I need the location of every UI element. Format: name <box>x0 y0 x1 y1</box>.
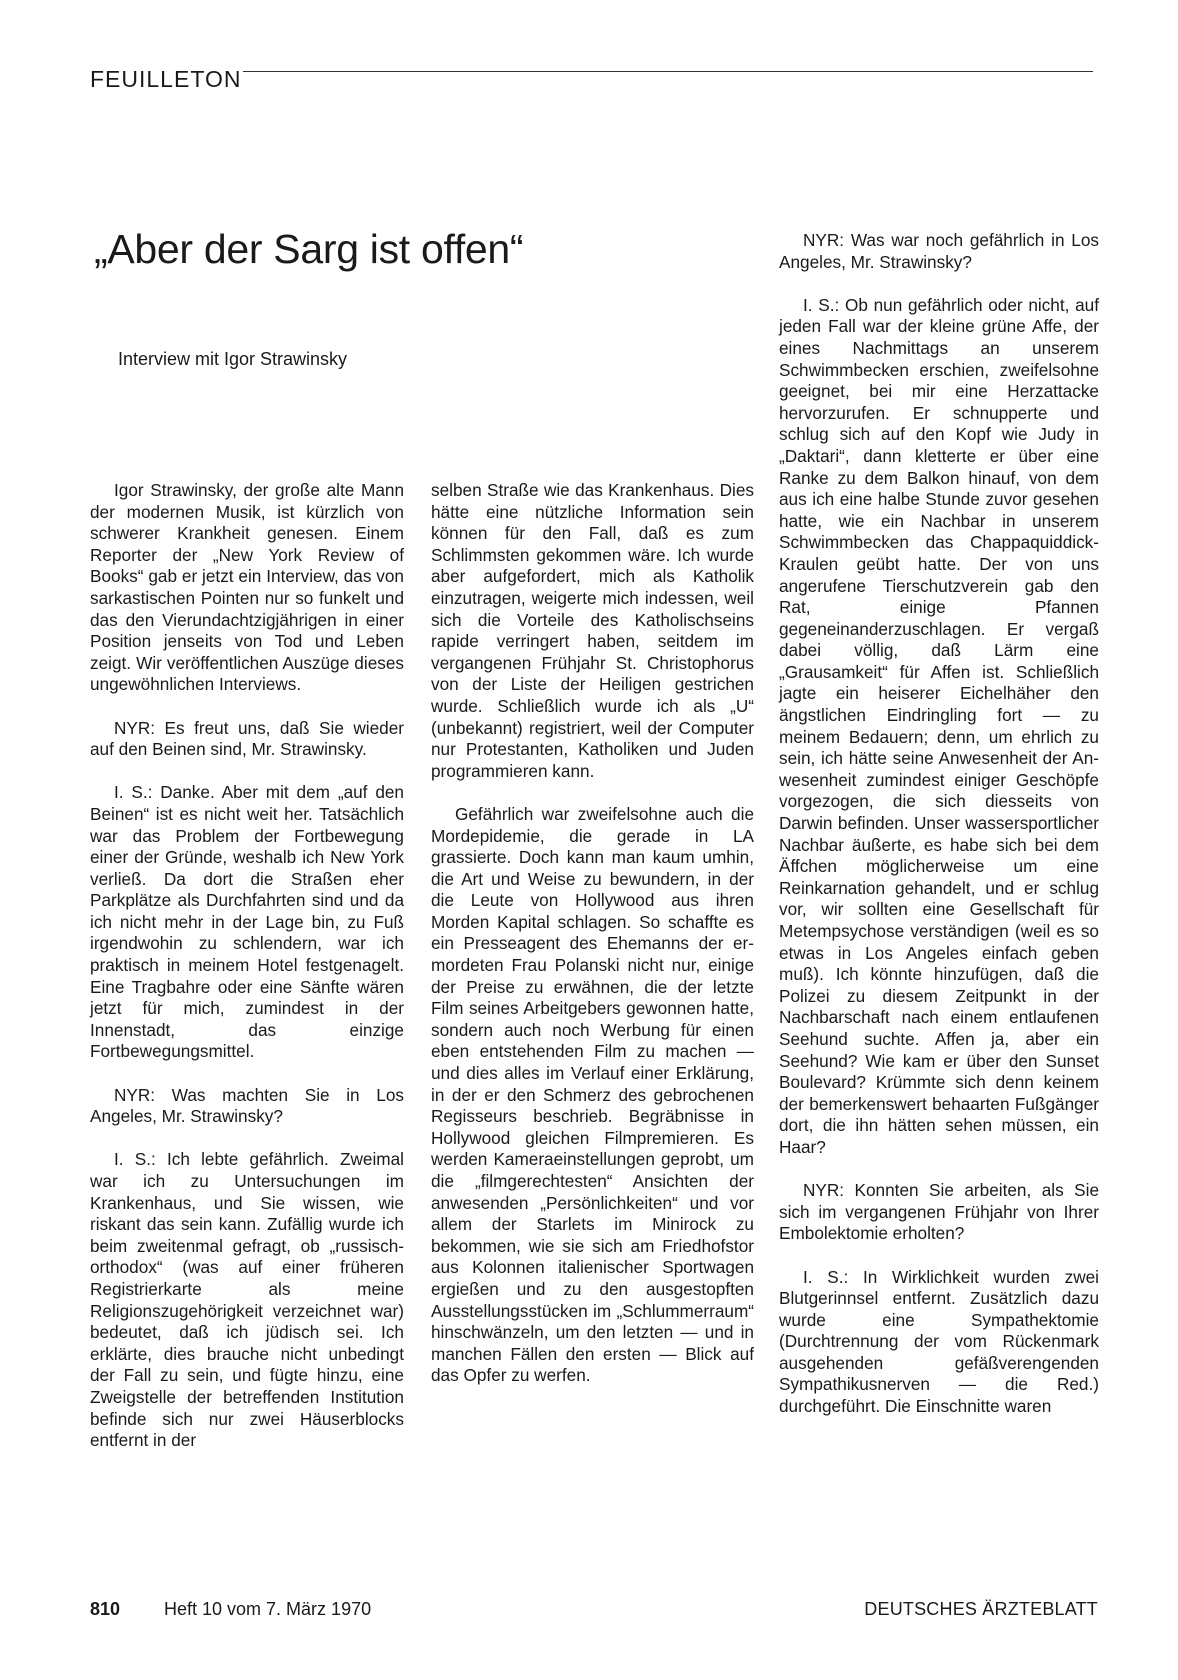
text-column-2 <box>431 480 754 1387</box>
text-column-3 <box>779 230 1099 1418</box>
text-column-1 <box>90 480 404 1452</box>
answer-paragraph: I. S.: Ich lebte gefährlich. Zweimal war ich zu Untersuchungen im Krankenhaus, und Sie wissen, wie riskant das sein kann. Zufällig wurde ich beim zweitenmal gefragt, ob „russisch-orthodox“ (was auf einer früheren Registrierkarte als meine Religionszugehörigkeit verzeichnet war) bedeutet, daß ich jüdisch sei. Ich erklärte, dies brauche nicht unbedingt der Fall zu sein, und fügte hinzu, eine Zweigstelle der betreffenden Institution befinde sich nur zwei Häuserblocks entfernt in der <box>90 1149 404 1451</box>
page-number: 810 <box>90 1599 121 1619</box>
answer-paragraph: I. S.: In Wirklichkeit wurden zwei Blutgerinnsel entfernt. Zusätzlich dazu wurde eine Sympathektomie (Durchtrennung der vom Rückenmark ausgehenden gefäßverengenden Sympathikusnerven — die Red.) durchgeführt. Die Einschnitte waren <box>779 1266 1099 1417</box>
question-paragraph: NYR: Was machten Sie in Los Angeles, Mr. Strawinsky? <box>90 1084 404 1127</box>
question-paragraph: NYR: Konnten Sie arbeiten, als Sie sich im vergangenen Frühjahr von Ihrer Embolektomie erholten? <box>779 1180 1099 1244</box>
answer-paragraph: I. S.: Danke. Aber mit dem „auf den Beinen“ ist es nicht weit her. Tatsächlich war das Problem der Fortbewegung einer der Gründe, weshalb ich New York verließ. Da dort die Straßen eher Parkplätze als Durchfahrten sind und da ich nicht mehr in der Lage bin, zu Fuß irgendwohin zu schlendern, war ich praktisch in meinem Hotel festgenagelt. Eine Tragbahre oder eine Sänfte wären jetzt für mich, zumindest in der Innenstadt, das einzige Fortbewegungsmittel. <box>90 782 404 1062</box>
header-rule <box>243 71 1093 72</box>
question-paragraph: NYR: Es freut uns, daß Sie wieder auf den Beinen sind, Mr. Strawinsky. <box>90 717 404 760</box>
section-label: FEUILLETON <box>90 66 242 92</box>
article-subtitle: Interview mit Igor Strawinsky <box>118 349 348 369</box>
journal-name: DEUTSCHES ÄRZTEBLATT <box>864 1599 1098 1619</box>
intro-paragraph: Igor Strawinsky, der große alte Mann der modernen Musik, ist kürzlich von schwerer Krankheit genesen. Einem Reporter der „New York Review of Books“ gab er jetzt ein Interview, das von sarkastischen Pointen nur so funkelt und das den Vierundachtzigjährigen in einer Position jenseits von Tod und Leben zeigt. Wir veröffentlichen Auszüge dieses ungewöhnlichen Interviews. <box>90 480 404 695</box>
issue-info: Heft 10 vom 7. März 1970 <box>164 1599 372 1619</box>
answer-paragraph-continued: selben Straße wie das Krankenhaus. Dies hätte eine nützliche Information sein können für den Fall, daß es zum Schlimmsten gekommen wäre. Ich wurde aber aufgefordert, mich als Katholik einzutragen, weigerte mich indessen, weil sich die Vorteile des Katholischseins rapide verringert haben, seitdem im vergangenen Frühjahr St. Christophorus von der Liste der Heiligen gestrichen wurde. Schließlich wurde ich als „U“ (unbekannt) registriert, weil der Computer nur Protestanten, Katholiken und Juden programmieren kann. <box>431 480 754 781</box>
question-paragraph: NYR: Was war noch gefährlich in Los Angeles, Mr. Strawinsky? <box>779 230 1099 272</box>
article-title: „Aber der Sarg ist offen“ <box>94 226 524 272</box>
answer-paragraph: Gefährlich war zweifelsohne auch die Mordepidemie, die gerade in LA grassierte. Doch kann man kaum umhin, die Art und Weise zu bewundern, in der die Leute von Hollywood aus ihren Morden Kapital schlagen. So schaffte es ein Presseagent des Ehemanns der ermordeten Frau Polanski nicht nur, einige der Preise zu erwähnen, die der letzte Film seines Arbeitgebers gewonnen hatte, sondern auch noch Werbung für einen eben entstehenden Film zu machen — und dies alles im Verlauf einer Erklärung, in der er den Schmerz des gebrochenen Regisseurs beschrieb. Begräbnisse in Hollywood gleichen Filmpremieren. Es werden Kameraeinstellungen geprobt, um die „filmgerechtesten“ Ansichten der anwesenden „Persönlichkeiten“ und vor allem der Starlets im Minirock zu bekommen, wie sie sich am Friedhofstor aus Kolonnen italienischer Sportwagen ergießen und zu den ausgestopften Ausstellungsstücken im „Schlummerraum“ hinschwänzeln, um den letzten — und in manchen Fällen den ersten — Blick auf das Opfer zu werfen. <box>431 803 754 1386</box>
answer-paragraph: I. S.: Ob nun gefährlich oder nicht, auf jeden Fall war der kleine grüne Affe, der eines Nachmittags an unserem Schwimmbecken erschien, zweifelsohne geeignet, bei mir eine Herzattacke hervorzurufen. Er schnupperte und schlug sich auf den Kopf wie Judy in „Daktari“, dann kletterte er über eine Ranke zu dem Balkon hinauf, von dem aus ich eine halbe Stunde zuvor gesehen hatte, wie ein Nachbar in unserem Schwimmbecken das Chappaquiddick-Kraulen geübt hatte. Der von uns angerufene Tierschutzverein gab den Rat, einige Pfannen gegeneinanderzuschlagen. Er vergaß dabei völlig, daß Lärm eine „Grausamkeit“ für Affen ist. Schließlich jagte ein heiserer Eichelhäher den ängstlichen Eindringling fort — zu meinem Bedauern; denn, um ehrlich zu sein, ich hätte seine Anwesenheit der Anwesenheit zumindest einiger Geschöpfe vorgezogen, die sich diesseits von Darwin befinden. Unser wassersportlicher Nachbar äußerte, es habe sich bei dem Äffchen möglicherweise um eine Reinkarnation gehandelt, und er schlug vor, wir sollten eine Gesellschaft für Metempsychose verständigen (weil es so etwas in Los Angeles einfach geben muß). Ich könnte hinzufügen, daß die Polizei zu diesem Zeitpunkt in der Nachbarschaft nach einem entlaufenen Seehund suchte. Affen ja, aber ein Seehund? Wie kam er über den Sunset Boulevard? Krümmte sich denn keinem der bemerkenswert behaarten Fußgänger dort, die ihn hätten sehen müssen, ein Haar? <box>779 294 1099 1157</box>
